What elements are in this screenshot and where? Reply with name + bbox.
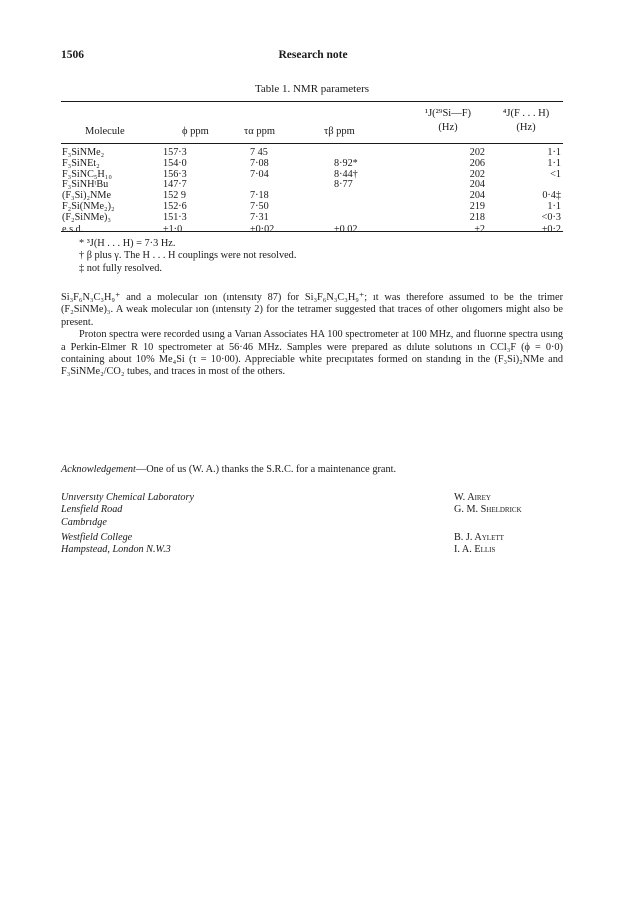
cell-j1: 206 [469, 157, 485, 169]
cell-phi: 156·3 [163, 168, 187, 180]
col-j1-line1: ¹J(²⁹Si—F) [424, 108, 472, 119]
cell-j4: 1·1 [547, 200, 561, 212]
table-row [61, 213, 563, 224]
table-top-rule [61, 101, 563, 102]
cell-tau-alpha: 7·08 [250, 157, 269, 169]
table-body [61, 148, 563, 235]
author-name: W. Airey [454, 492, 491, 503]
cell-tau-beta: 8·44† [334, 168, 358, 180]
footnote: † β plus γ. The H . . . H couplings were not resolved. [79, 250, 297, 262]
cell-phi: 157·3 [163, 147, 187, 158]
cell-j1: 204 [469, 190, 485, 202]
table-row [61, 180, 563, 191]
cell-tau-alpha: 7·31 [250, 211, 269, 223]
col-j4-line1: ⁴J(F . . . H) [502, 108, 550, 119]
col-molecule: Molecule [85, 126, 125, 137]
col-j1-line2: (Hz) [438, 122, 458, 133]
cell-molecule: (F₃Si)₂NMe [62, 190, 111, 202]
paragraph: Proton spectra were recorded usıng a Varıan Associates HA 100 spectrometer at 100 MHz, and fluorıne spectra usıng a Perkin-Elmer R 10 spectrometer at 56·46 MHz. Samples were prepared as dılute solutıons ın CCl₃F (ϕ = 0·0) containing about 10% Me₄Si (τ = 10·00). Appreciable white precıpıtates formed on standıng in the (F₃Si)₂NMe and F₃SiNMe₂/CO₂ tubes, and traces in most of the others. [61, 329, 563, 378]
cell-tau-alpha: 7·04 [250, 168, 269, 180]
author-name: G. M. Sheldrick [454, 504, 522, 516]
cell-j1: 204 [469, 179, 485, 191]
cell-phi: 152·6 [163, 200, 187, 212]
body-text [61, 292, 563, 379]
cell-molecule: F₃SiNC₅H₁₀ [62, 168, 112, 180]
running-title: Research note [278, 49, 348, 61]
table-row [61, 191, 563, 202]
cell-j4: <1 [550, 168, 561, 180]
cell-molecule: F₃SiNEt₂ [62, 157, 100, 169]
cell-phi: 147·7 [163, 179, 187, 191]
table-caption: Table 1. NMR parameters [254, 83, 370, 95]
col-phi: ϕ ppm [182, 126, 209, 137]
cell-phi: ±1·0 [163, 223, 183, 235]
affiliation [61, 532, 171, 557]
acknowledgement-text: —One of us (W. A.) thanks the S.R.C. for a maintenance grant. [135, 464, 397, 475]
cell-j1: 202 [469, 168, 485, 180]
cell-j1: 202 [469, 147, 485, 158]
cell-tau-alpha: ±0·02 [250, 223, 275, 235]
page-number: 1506 [61, 49, 84, 61]
cell-tau-alpha: 7·50 [250, 200, 269, 212]
table-row [61, 202, 563, 213]
cell-j4: ±0·2 [541, 223, 561, 235]
table-footnotes [79, 238, 296, 275]
cell-j1: 218 [469, 211, 485, 223]
affiliation-line: Unıversıty Chemical Laboratory [61, 492, 194, 503]
cell-phi: 151·3 [163, 211, 187, 223]
cell-phi: 154·0 [163, 157, 187, 169]
cell-phi: 152 9 [163, 190, 186, 202]
affiliation-line: Cambrıdge [61, 516, 107, 528]
cell-molecule: F₂Si(NMe₂)₂ [62, 200, 115, 212]
cell-molecule: (F₂SiNMe)₃ [62, 211, 111, 223]
table-row-esd [61, 225, 563, 236]
paragraph: Si₃F₆N₃C₃H₉⁺ and a molecular ıon (ıntensıty 87) for Si₃F₆N₃C₃H₉⁺; ıt was therefore assumed to be the trimer (F₂SiNMe)₃. A weak molecular ıon (ıntensıty 2) for the tetramer suggested that traces of other olıgomers might also be present. [61, 292, 563, 328]
table-bottom-rule [61, 231, 563, 232]
cell-molecule: e.s.d. [62, 223, 84, 235]
col-j4-line2: (Hz) [516, 122, 536, 133]
cell-tau-beta: 8·92* [334, 157, 358, 169]
cell-tau-alpha: 7 45 [250, 147, 268, 158]
footnote: * ³J(H . . . H) = 7·3 Hz. [79, 238, 176, 249]
cell-j1: ±2 [474, 223, 485, 235]
col-tau-alpha: τα ppm [244, 126, 276, 137]
col-tau-beta: τβ ppm [324, 126, 355, 137]
affiliation-line: Lensfield Road [61, 504, 123, 516]
cell-j1: 219 [469, 200, 485, 212]
cell-j4: 1·1 [547, 147, 561, 158]
acknowledgement [61, 464, 563, 475]
affiliation-line: Westfield College [61, 532, 133, 543]
author-list [454, 492, 522, 517]
cell-molecule: F₃SiNHᵗBu [62, 179, 109, 191]
cell-tau-alpha: 7·18 [250, 190, 269, 202]
author-name: B. J. Aylett [454, 532, 504, 543]
affiliation-line: Hampstead, London N.W.3 [61, 544, 171, 556]
cell-molecule: F₃SiNMe₂ [62, 147, 105, 158]
footnote: ‡ not fully resolved. [79, 262, 162, 274]
author-name: I. A. Ellis [454, 544, 496, 556]
cell-tau-beta: 8·77 [334, 179, 353, 191]
table-row [61, 170, 563, 181]
table-row [61, 148, 563, 159]
page-header [61, 49, 565, 65]
cell-j4: 0·4‡ [542, 190, 561, 202]
acknowledgement-label: Acknowledgement [61, 464, 136, 475]
table-row [61, 159, 563, 170]
cell-tau-beta: ±0 02 [334, 223, 358, 235]
cell-j4: 1·1 [547, 157, 561, 169]
affiliation [61, 492, 194, 529]
table-header-rule [61, 143, 563, 144]
author-list [454, 532, 504, 557]
cell-j4: <0·3 [541, 211, 561, 223]
